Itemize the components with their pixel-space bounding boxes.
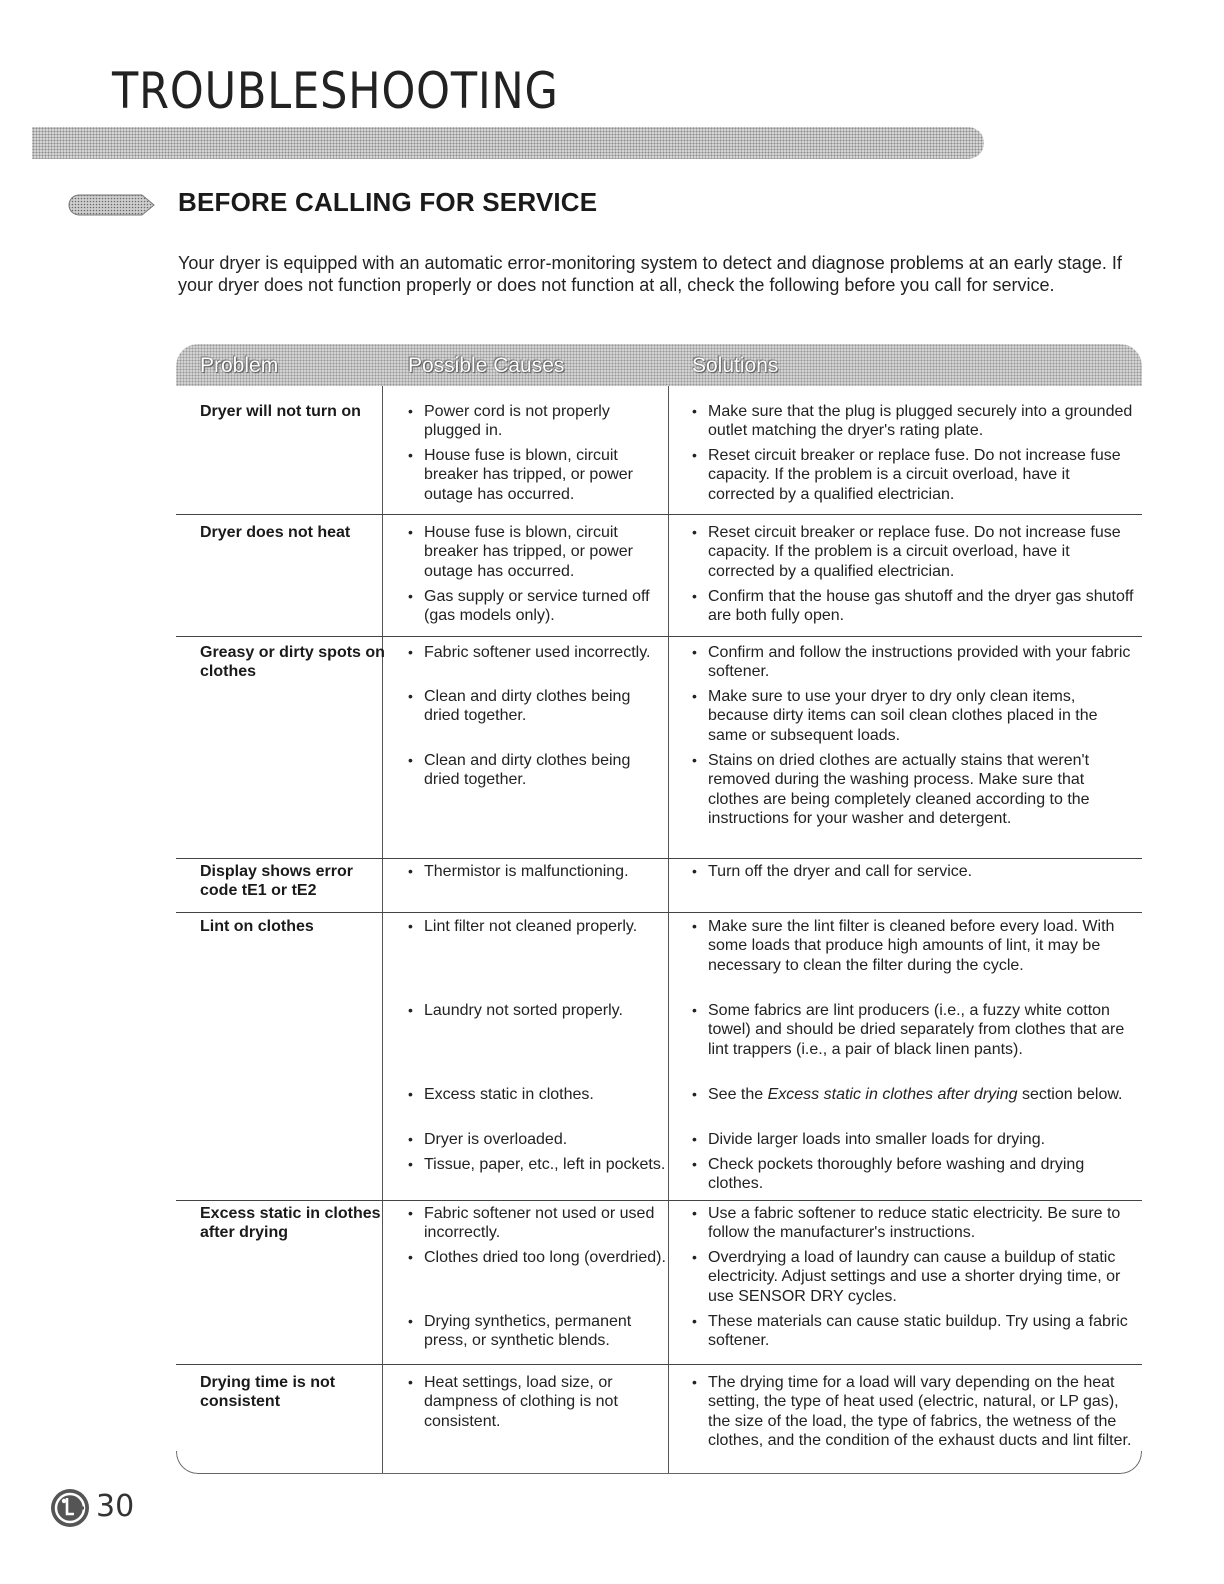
problem-label: Drying time is not consistent — [200, 1374, 336, 1410]
row-divider — [176, 1364, 1142, 1365]
cause-item: • Clothes dried too long (overdried). — [408, 1249, 666, 1266]
row-divider — [176, 1200, 1142, 1201]
troubleshooting-table — [176, 344, 1142, 1474]
solution-item: • Reset circuit breaker or replace fuse. Do not increase fuse capacity. If the problem is a circuit overload, have it corrected by a qualified electrician. — [692, 447, 1121, 503]
table-header — [176, 344, 1142, 386]
row-divider — [176, 858, 1142, 859]
problem-label: Display shows error code tE1 or tE2 — [200, 863, 353, 899]
cause-item: • House fuse is blown, circuit breaker has tripped, or power outage has occurred. — [408, 447, 633, 503]
cause-item: • Clean and dirty clothes being dried together. — [408, 752, 631, 789]
cause-item: • Tissue, paper, etc., left in pockets. — [408, 1156, 666, 1173]
solution-item: • Make sure that the plug is plugged securely into a grounded outlet matching the dryer's rating plate. — [692, 403, 1133, 440]
header-solutions: Solutions — [692, 354, 779, 377]
table-bottom-border — [198, 1473, 1120, 1474]
lg-logo-icon — [50, 1488, 90, 1528]
cause-item: • Clean and dirty clothes being dried together. — [408, 688, 631, 725]
solution-item: • Stains on dried clothes are actually stains that weren't removed during the washing process. Make sure that clothes are being completely cleaned according to the instructions for your washer and detergent. — [692, 752, 1090, 828]
solution-item: • Make sure the lint filter is cleaned before every load. With some loads that produce high amounts of lint, it may be necessary to clean the filter during the cycle. — [692, 918, 1115, 974]
problem-label: Lint on clothes — [200, 918, 314, 935]
problem-label: Dryer does not heat — [200, 524, 351, 541]
cause-item: • Thermistor is malfunctioning. — [408, 863, 629, 880]
row-divider — [176, 514, 1142, 515]
cause-item: • Lint filter not cleaned properly. — [408, 918, 638, 935]
header-possible-causes: Possible Causes — [408, 354, 565, 377]
cause-item: • Heat settings, load size, or dampness of clothing is not consistent. — [408, 1374, 618, 1430]
table-body — [176, 386, 1142, 1474]
solution-item: • Reset circuit breaker or replace fuse. Do not increase fuse capacity. If the problem is a circuit overload, have it corrected by a qualified electrician. — [692, 524, 1121, 580]
solution-item: • See the Excess static in clothes after drying section below. — [692, 1086, 1123, 1103]
header-problem: Problem — [200, 354, 279, 377]
solution-item: • These materials can cause static buildup. Try using a fabric softener. — [692, 1313, 1128, 1350]
cause-item: • Drying synthetics, permanent press, or synthetic blends. — [408, 1313, 632, 1350]
solution-item: • Check pockets thoroughly before washing and drying clothes. — [692, 1156, 1085, 1193]
solution-item: • Some fabrics are lint producers (i.e., a fuzzy white cotton towel) and should be dried separately from clothes that are lint trappers (i.e., a pair of black linen pants). — [692, 1002, 1125, 1058]
cause-item: • Excess static in clothes. — [408, 1086, 594, 1103]
solution-item: • Confirm that the house gas shutoff and the dryer gas shutoff are both fully open. — [692, 588, 1134, 625]
cause-item: • House fuse is blown, circuit breaker has tripped, or power outage has occurred. — [408, 524, 633, 580]
intro-paragraph: Your dryer is equipped with an automatic error-monitoring system to detect and diagnose problems at an early stage. If your dryer does not function properly or does not function at all, check the following before you call for service. — [178, 253, 1122, 295]
cause-item: • Dryer is overloaded. — [408, 1131, 568, 1148]
solution-item: • Overdrying a load of laundry can cause a buildup of static electricity. Adjust settings and use a shorter drying time, or use SENSOR DRY cycles. — [692, 1249, 1121, 1305]
row-divider — [176, 912, 1142, 913]
section-arrow-icon — [68, 194, 156, 216]
table-bottom-border — [1119, 1451, 1142, 1474]
solution-item: • Confirm and follow the instructions provided with your fabric softener. — [692, 644, 1131, 681]
section-heading: BEFORE CALLING FOR SERVICE — [178, 187, 598, 217]
page-number: 30 — [96, 1489, 135, 1524]
problem-label: Dryer will not turn on — [200, 403, 361, 420]
solution-item: • Divide larger loads into smaller loads for drying. — [692, 1131, 1046, 1148]
column-divider — [668, 386, 669, 1474]
cause-item: • Power cord is not properly plugged in. — [408, 403, 610, 440]
problem-label: Excess static in clothes after drying — [200, 1205, 381, 1241]
cause-item: • Gas supply or service turned off (gas models only). — [408, 588, 650, 625]
solution-item: • Use a fabric softener to reduce static electricity. Be sure to follow the manufacturer's instructions. — [692, 1205, 1121, 1242]
title-underline-bar — [32, 127, 984, 159]
cause-item: • Fabric softener used incorrectly. — [408, 644, 651, 661]
problem-label: Greasy or dirty spots on clothes — [200, 644, 385, 680]
table-bottom-border — [176, 1451, 199, 1474]
solution-item: • Make sure to use your dryer to dry only clean items, because dirty items can soil clean clothes placed in the same or subsequent loads. — [692, 688, 1098, 744]
row-divider — [176, 636, 1142, 637]
cause-item: • Laundry not sorted properly. — [408, 1002, 623, 1019]
cause-item: • Fabric softener not used or used incorrectly. — [408, 1205, 655, 1242]
solution-item: • The drying time for a load will vary depending on the heat setting, the type of heat used (electric, natural, or LP gas), the size of the load, the type of fabrics, the wetness of the clothes, and the condition of the exhaust ducts and lint filter. — [692, 1374, 1132, 1450]
solution-item: • Turn off the dryer and call for service. — [692, 863, 973, 880]
page-title: TROUBLESHOOTING — [112, 62, 559, 120]
